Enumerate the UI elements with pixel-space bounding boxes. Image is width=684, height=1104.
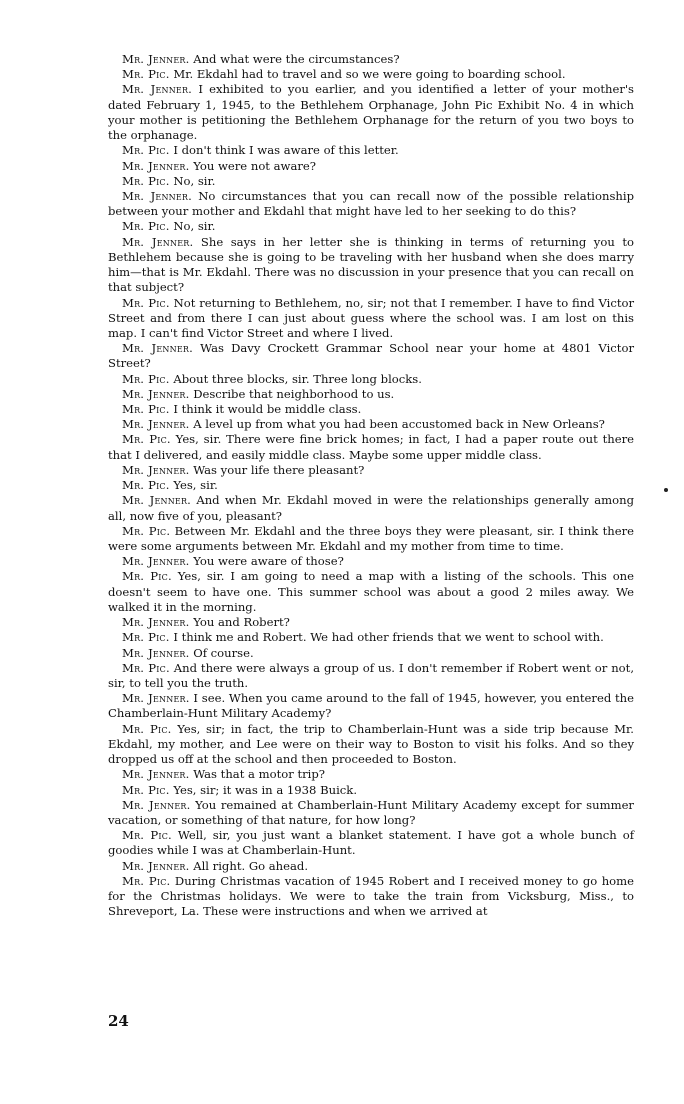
speaker-label: Mr. Pic.	[122, 371, 170, 386]
testimony-paragraph	[108, 52, 634, 67]
speaker-label: Mr. Jenner.	[122, 341, 193, 356]
testimony-paragraph	[108, 569, 634, 615]
speaker-label: Mr. Pic.	[122, 173, 170, 188]
paragraph-text: No, sir.	[173, 173, 216, 188]
paragraph-text: I think me and Robert. We had other friends that we went to school with.	[173, 630, 604, 645]
speaker-label: Mr. Jenner.	[122, 188, 193, 203]
speaker-label: Mr. Pic.	[122, 67, 170, 82]
testimony-paragraph	[108, 798, 634, 828]
testimony-paragraph	[108, 189, 634, 219]
paragraph-text: You were aware of those?	[193, 554, 344, 569]
margin-mark	[664, 488, 668, 492]
paragraph-text: No, sir.	[173, 219, 216, 234]
paragraph-text: A level up from what you had been accustomed back in New Orleans?	[193, 417, 605, 432]
testimony-paragraph	[108, 67, 634, 82]
testimony-paragraph	[108, 219, 634, 234]
paragraph-text: Was your life there pleasant?	[193, 462, 365, 477]
testimony-paragraph	[108, 646, 634, 661]
speaker-label: Mr. Pic.	[122, 523, 171, 538]
testimony-paragraph	[108, 874, 634, 920]
paragraph-text: You and Robert?	[193, 615, 290, 630]
testimony-paragraph	[108, 478, 634, 493]
speaker-label: Mr. Pic.	[122, 569, 172, 584]
speaker-label: Mr. Jenner.	[122, 462, 190, 477]
paragraph-text: She says in her letter she is thinking in terms of returning you to Bethlehem because she is going to be traveling with her husband when she does marry him—that is Mr. Ekdahl. There was no discussion in your presence that you can recall on that subject?	[108, 234, 634, 295]
testimony-paragraph	[108, 493, 634, 523]
testimony-paragraph	[108, 402, 634, 417]
paragraph-text: I don't think I was aware of this letter.	[173, 143, 399, 158]
testimony-paragraph	[108, 524, 634, 554]
testimony-paragraph	[108, 82, 634, 143]
testimony-paragraph	[108, 463, 634, 478]
testimony-text	[108, 52, 634, 919]
testimony-paragraph	[108, 767, 634, 782]
speaker-label: Mr. Pic.	[122, 660, 170, 675]
paragraph-text: Yes, sir. There were fine brick homes; in fact, I had a paper route out there that I delivered, and easily middle class. Maybe some upper middle class.	[108, 432, 635, 462]
paragraph-text: Was that a motor trip?	[193, 767, 326, 782]
paragraph-text: Of course.	[193, 645, 254, 660]
paragraph-text: And what were the circumstances?	[193, 52, 400, 66]
testimony-paragraph	[108, 783, 634, 798]
speaker-label: Mr. Pic.	[122, 721, 172, 736]
testimony-paragraph	[108, 174, 634, 189]
paragraph-text: Not returning to Bethlehem, no, sir; not that I remember. I have to find Victor Street and from there I can just about guess where the school was. I am lost on this map. I can't find Victor Street and where I lived.	[108, 295, 635, 340]
speaker-label: Mr. Jenner.	[122, 615, 190, 630]
testimony-paragraph	[108, 417, 634, 432]
paragraph-text: About three blocks, sir. Three long blocks.	[173, 371, 422, 386]
speaker-label: Mr. Pic.	[122, 295, 170, 310]
testimony-paragraph	[108, 828, 634, 858]
testimony-paragraph	[108, 387, 634, 402]
speaker-label: Mr. Jenner.	[122, 493, 192, 508]
speaker-label: Mr. Pic.	[122, 143, 170, 158]
speaker-label: Mr. Jenner.	[122, 691, 190, 706]
paragraph-text: Yes, sir; in fact, the trip to Chamberlain-Hunt was a side trip because Mr. Ekdahl, my mother, and Lee were on their way to Boston to visit his folks. And so they dropped us off at the school and then proceeded to Boston.	[108, 721, 634, 767]
testimony-paragraph	[108, 554, 634, 569]
testimony-paragraph	[108, 661, 634, 691]
speaker-label: Mr. Pic.	[122, 219, 170, 234]
paragraph-text: Yes, sir.	[173, 478, 218, 493]
speaker-label: Mr. Pic.	[122, 402, 170, 417]
testimony-paragraph	[108, 691, 634, 721]
speaker-label: Mr. Jenner.	[122, 82, 193, 97]
paragraph-text: You remained at Chamberlain-Hunt Military Academy except for summer vacation, or something of that nature, for how long?	[108, 797, 634, 827]
speaker-label: Mr. Jenner.	[122, 52, 190, 66]
testimony-paragraph	[108, 432, 634, 462]
testimony-paragraph	[108, 630, 634, 645]
testimony-paragraph	[108, 372, 634, 387]
testimony-paragraph	[108, 859, 634, 874]
paragraph-text: I see. When you came around to the fall of 1945, however, you entered the Chamberlain-Hunt Military Academy?	[108, 691, 635, 721]
paragraph-text: All right. Go ahead.	[193, 858, 309, 873]
speaker-label: Mr. Pic.	[122, 828, 172, 843]
speaker-label: Mr. Pic.	[122, 630, 170, 645]
paragraph-text: And when Mr. Ekdahl moved in were the relationships generally among all, now five of you, pleasant?	[108, 493, 634, 523]
testimony-paragraph	[108, 143, 634, 158]
speaker-label: Mr. Pic.	[122, 873, 171, 888]
testimony-paragraph	[108, 235, 634, 296]
page-number: 24	[108, 1012, 129, 1030]
paragraph-text: Was Davy Crockett Grammar School near your home at 4801 Victor Street?	[108, 341, 634, 371]
speaker-label: Mr. Pic.	[122, 432, 171, 447]
speaker-label: Mr. Jenner.	[122, 645, 190, 660]
testimony-paragraph	[108, 722, 634, 768]
speaker-label: Mr. Jenner.	[122, 417, 190, 432]
speaker-label: Mr. Jenner.	[122, 797, 191, 812]
speaker-label: Mr. Jenner.	[122, 858, 190, 873]
speaker-label: Mr. Jenner.	[122, 234, 194, 249]
testimony-paragraph	[108, 159, 634, 174]
speaker-label: Mr. Pic.	[122, 782, 170, 797]
speaker-label: Mr. Jenner.	[122, 767, 190, 782]
paragraph-text: Yes, sir; it was in a 1938 Buick.	[173, 782, 358, 797]
testimony-paragraph	[108, 341, 634, 371]
speaker-label: Mr. Jenner.	[122, 158, 190, 173]
paragraph-text: Yes, sir. I am going to need a map with a listing of the schools. This one doesn't seem to have one. This summer school was about a good 2 miles away. We walked it in the morning.	[108, 569, 634, 614]
testimony-paragraph	[108, 296, 634, 342]
speaker-label: Mr. Jenner.	[122, 554, 190, 569]
testimony-paragraph	[108, 615, 634, 630]
paragraph-text: Well, sir, you just want a blanket statement. I have got a whole bunch of goodies while I was at Chamberlain-Hunt.	[108, 828, 634, 858]
paragraph-text: Between Mr. Ekdahl and the three boys they were pleasant, sir. I think there were some arguments between Mr. Ekdahl and my mother from time to time.	[108, 523, 635, 553]
paragraph-text: No circumstances that you can recall now of the possible relationship between your mother and Ekdahl that might have led to her seeking to do this?	[108, 188, 634, 219]
paragraph-text: During Christmas vacation of 1945 Robert and I received money to go home for the Christmas holidays. We were to take the train from Vicksburg, Miss., to Shreveport, La. These were instructions and when we arrived at	[108, 873, 635, 919]
speaker-label: Mr. Jenner.	[122, 386, 190, 401]
speaker-label: Mr. Pic.	[122, 478, 170, 493]
paragraph-text: I think it would be middle class.	[173, 402, 362, 417]
paragraph-text: Mr. Ekdahl had to travel and so we were going to boarding school.	[173, 67, 566, 82]
paragraph-text: Describe that neighborhood to us.	[193, 386, 395, 401]
paragraph-text: I exhibited to you earlier, and you identified a letter of your mother's dated February 1, 1945, to the Bethlehem Orphanage, John Pic Exhibit No. 4 in which your mother is petitioning the Bethlehem Orphanage for the return of you two boys to the orphanage.	[108, 82, 634, 143]
paragraph-text: And there were always a group of us. I don't remember if Robert went or not, sir, to tell you the truth.	[108, 660, 634, 690]
paragraph-text: You were not aware?	[193, 158, 317, 173]
